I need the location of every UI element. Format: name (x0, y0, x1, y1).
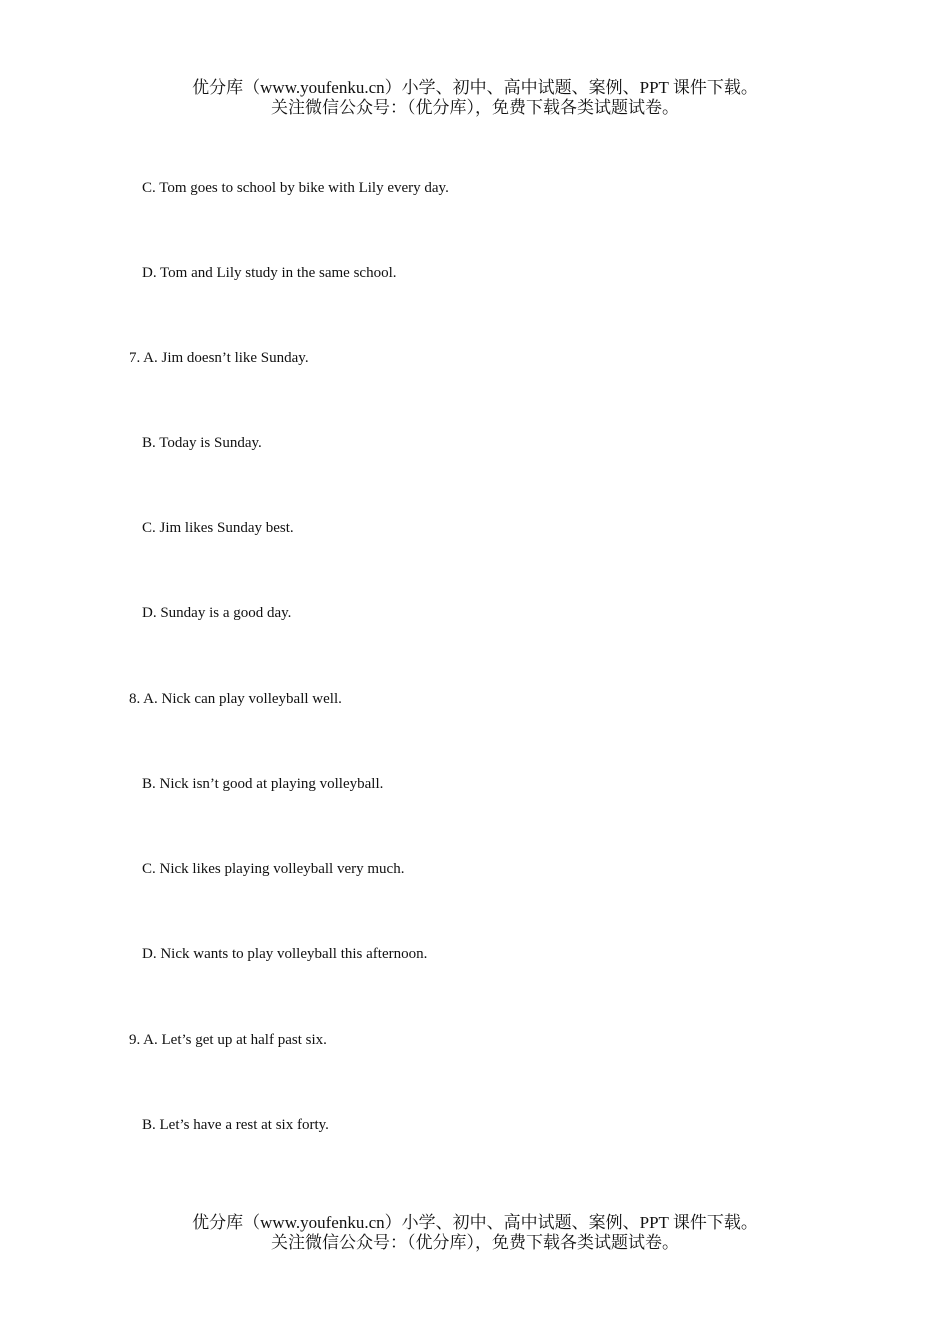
option-8c: C. Nick likes playing volleyball very much. (142, 861, 405, 877)
option-9b: B. Let’s have a rest at six forty. (142, 1117, 329, 1133)
option-7c: C. Jim likes Sunday best. (142, 520, 294, 536)
footer-banner (0, 1213, 950, 1253)
question-7-option-a: 7. A. Jim doesn’t like Sunday. (129, 350, 309, 366)
header-line-1: 优分库（www.youfenku.cn）小学、初中、高中试题、案例、PPT 课件下载。 (192, 78, 758, 97)
question-9-option-a: 9. A. Let’s get up at half past six. (129, 1032, 327, 1048)
option-7d: D. Sunday is a good day. (142, 605, 292, 621)
footer-line-1: 优分库（www.youfenku.cn）小学、初中、高中试题、案例、PPT 课件下载。 (192, 1213, 758, 1232)
option-8b: B. Nick isn’t good at playing volleyball. (142, 776, 384, 792)
header-line-2: 关注微信公众号：（优分库），免费下载各类试题试卷。 (271, 98, 679, 117)
option-6c: C. Tom goes to school by bike with Lily every day. (142, 180, 449, 196)
header-banner (0, 78, 950, 118)
option-7b: B. Today is Sunday. (142, 435, 262, 451)
question-8-option-a: 8. A. Nick can play volleyball well. (129, 691, 342, 707)
option-8d: D. Nick wants to play volleyball this afternoon. (142, 946, 428, 962)
option-6d: D. Tom and Lily study in the same school. (142, 265, 397, 281)
footer-line-2: 关注微信公众号：（优分库），免费下载各类试题试卷。 (271, 1233, 679, 1252)
